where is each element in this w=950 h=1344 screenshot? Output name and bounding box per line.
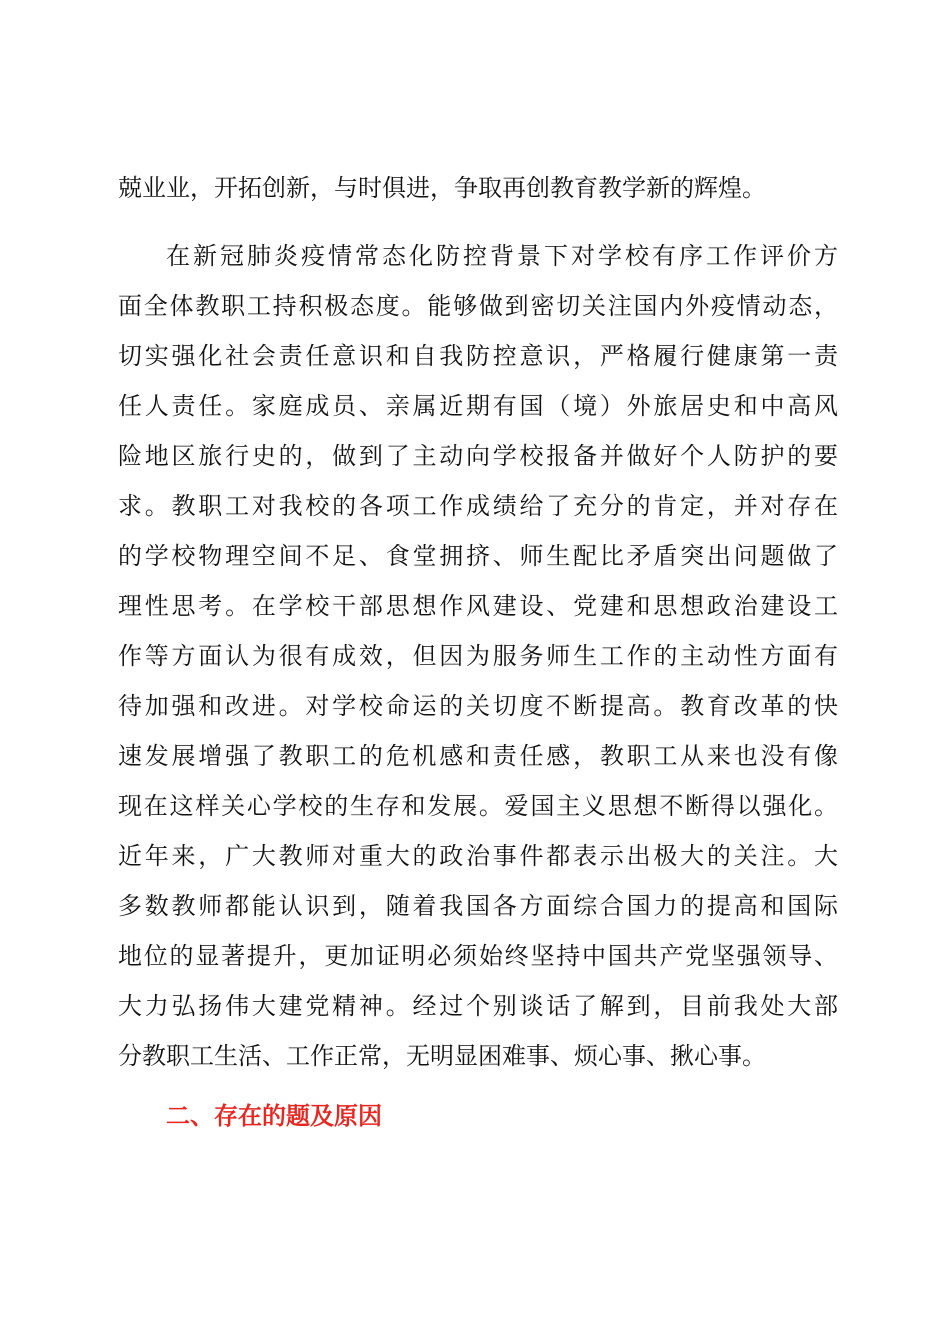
text-line: 在新冠肺炎疫情常态化防控背景下对学校有序工作评价方: [166, 242, 838, 270]
text-line: 理性思考。在学校干部思想作风建设、党建和思想政治建设工: [118, 592, 838, 620]
text-line: 任人责任。家庭成员、亲属近期有国（境）外旅居史和中高风: [118, 392, 838, 420]
text-line: 险地区旅行史的，做到了主动向学校报备并做好个人防护的要: [118, 442, 838, 470]
text-line: 地位的显著提升，更加证明必须始终坚持中国共产党坚强领导、: [118, 942, 838, 970]
text-line: 速发展增强了教职工的危机感和责任感，教职工从来也没有像: [118, 742, 838, 770]
text-line: 作等方面认为很有成效，但因为服务师生工作的主动性方面有: [118, 642, 838, 670]
text-line: 的学校物理空间不足、食堂拥挤、师生配比矛盾突出问题做了: [118, 542, 838, 570]
text-line: 大力弘扬伟大建党精神。经过个别谈话了解到，目前我处大部: [118, 992, 838, 1020]
text-line: 切实强化社会责任意识和自我防控意识，严格履行健康第一责: [118, 342, 838, 370]
text-line: 近年来，广大教师对重大的政治事件都表示出极大的关注。大: [118, 842, 838, 870]
text-line: 兢业业，开拓创新，与时俱进，争取再创教育教学新的辉煌。: [118, 174, 766, 202]
text-line: 面全体教职工持积极态度。能够做到密切关注国内外疫情动态，: [118, 292, 838, 320]
section-heading: 二、存在的题及原因: [166, 1102, 382, 1130]
text-line: 求。教职工对我校的各项工作成绩给了充分的肯定，并对存在: [118, 492, 838, 520]
text-line: 分教职工生活、工作正常，无明显困难事、烦心事、揪心事。: [118, 1042, 766, 1070]
text-line: 多数教师都能认识到，随着我国各方面综合国力的提高和国际: [118, 892, 838, 920]
text-line: 现在这样关心学校的生存和发展。爱国主义思想不断得以强化。: [118, 792, 838, 820]
text-line: 待加强和改进。对学校命运的关切度不断提高。教育改革的快: [118, 692, 838, 720]
